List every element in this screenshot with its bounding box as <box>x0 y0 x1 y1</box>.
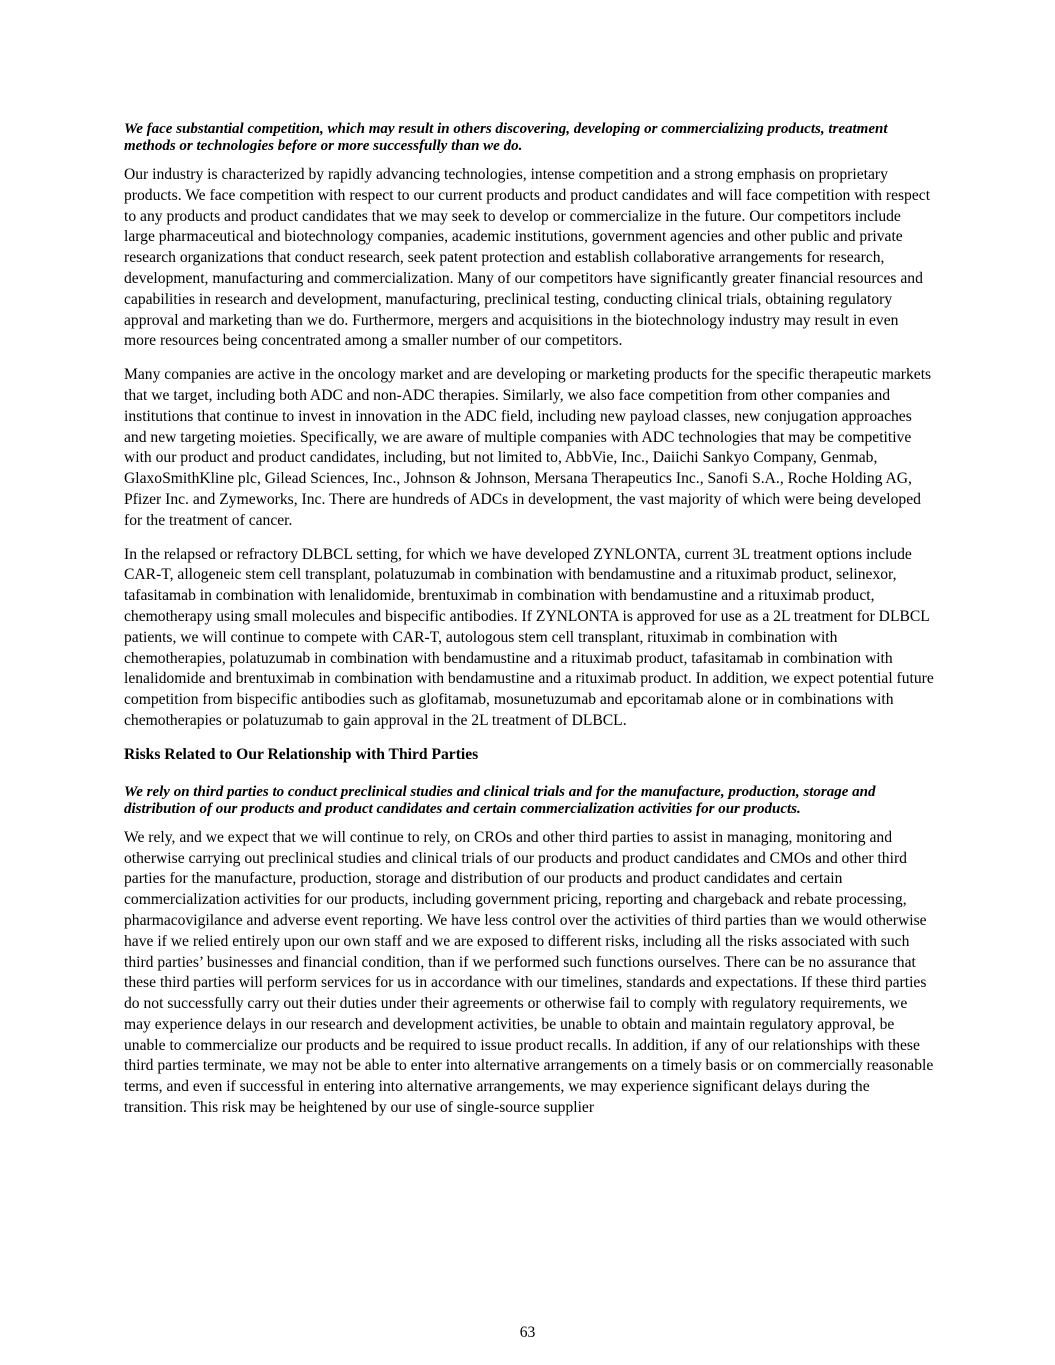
third-parties-section-heading: Risks Related to Our Relationship with Third Parties <box>124 745 479 763</box>
page-number: 63 <box>519 1324 536 1341</box>
oncology-market-paragraph: Many companies are active in the oncology market and are developing or marketing products for the specific therapeutic markets that we target, including both ADC and non-ADC therapies. Similarly, we also face competition from other companies and institutions that continue to invest in innovation in the ADC field, including new payload classes, new conjugation approaches and new targeting moieties. Specifically, we are aware of multiple companies with ADC technologies that may be competitive with our product and product candidates, including, but not limited to, AbbVie, Inc., Daiichi Sankyo Company, Genmab, GlaxoSmithKline plc, Gilead Sciences, Inc., Johnson & Johnson, Mersana Therapeutics Inc., Sanofi S.A., Roche Holding AG, Pfizer Inc. and Zymeworks, Inc. There are hundreds of ADCs in development, the vast majority of which were being developed for the treatment of cancer. <box>124 366 932 529</box>
dlbcl-setting-paragraph: In the relapsed or refractory DLBCL setting, for which we have developed ZYNLONTA, current 3L treatment options include CAR-T, allogeneic stem cell transplant, polatuzumab in combination with bendamustine and a rituximab product, selinexor, tafasitamab in combination with lenalidomide, brentuximab in combination with bendamustine and a rituximab product, chemotherapy using small molecules and bispecific antibodies. If ZYNLONTA is approved for use as a 2L treatment for DLBCL patients, we will continue to compete with CAR-T, autologous stem cell transplant, rituximab in combination with chemotherapies, polatuzumab in combination with bendamustine and a rituximab product, tafasitamab in combination with lenalidomide and brentuximab in combination with bendamustine and a rituximab product. In addition, we expect potential future competition from bispecific antibodies such as glofitamab, mosunetuzumab and epcoritamab alone or in combinations with chemotherapies or polatuzumab to gain approval in the 2L treatment of DLBCL. <box>124 545 934 729</box>
third-parties-reliance-paragraph: We rely, and we expect that we will continue to rely, on CROs and other third parties to assist in managing, monitoring and otherwise carrying out preclinical studies and clinical trials of our products and product candidates and CMOs and other third parties for the manufacture, production, storage and distribution of our products and product candidates and certain commercialization activities for our products, including government pricing, reporting and chargeback and rebate processing, pharmacovigilance and adverse event reporting. We have less control over the activities of third parties than we would otherwise have if we relied entirely upon our own staff and we are exposed to different risks, including all the risks associated with such third parties’ businesses and financial condition, than if we performed such functions ourselves. There can be no assurance that these third parties will perform services for us in accordance with our timelines, standards and expectations. If these third parties do not successfully carry out their duties under their agreements or otherwise fail to comply with regulatory requirements, we may experience delays in our research and development activities, be unable to obtain and maintain regulatory approval, be unable to commercialize our products and be required to issue product recalls. In addition, if any of our relationships with these third parties terminate, we may not be able to enter into alternative arrangements on a timely basis or on commercially reasonable terms, and even if successful in entering into alternative arrangements, we may experience significant delays during the transition. This risk may be heightened by our use of single-source supplier <box>124 828 934 1117</box>
industry-competition-paragraph: Our industry is characterized by rapidly advancing technologies, intense competition and a strong emphasis on proprietary products. We face competition with respect to our current products and product candidates and will face competition with respect to any products and product candidates that we may seek to develop or commercialize in the future. Our competitors include large pharmaceutical and biotechnology companies, academic institutions, government agencies and other public and private research organizations that conduct research, seek patent protection and establish collaborative arrangements for research, development, manufacturing and commercialization. Many of our competitors have significantly greater financial resources and capabilities in research and development, manufacturing, preclinical testing, conducting clinical trials, obtaining regulatory approval and marketing than we do. Furthermore, mergers and acquisitions in the biotechnology industry may result in even more resources being concentrated among a smaller number of our competitors. <box>124 166 931 350</box>
document-page <box>124 121 934 1132</box>
third-parties-risk-heading: We rely on third parties to conduct preclinical studies and clinical trials and for the manufacture, production, storage and distribution of our products and product candidates and certain commercialization activities for our products. <box>124 783 876 817</box>
competition-risk-heading: We face substantial competition, which may result in others discovering, developing or commercializing products, treatment methods or technologies before or more successfully than we do. <box>124 121 888 154</box>
